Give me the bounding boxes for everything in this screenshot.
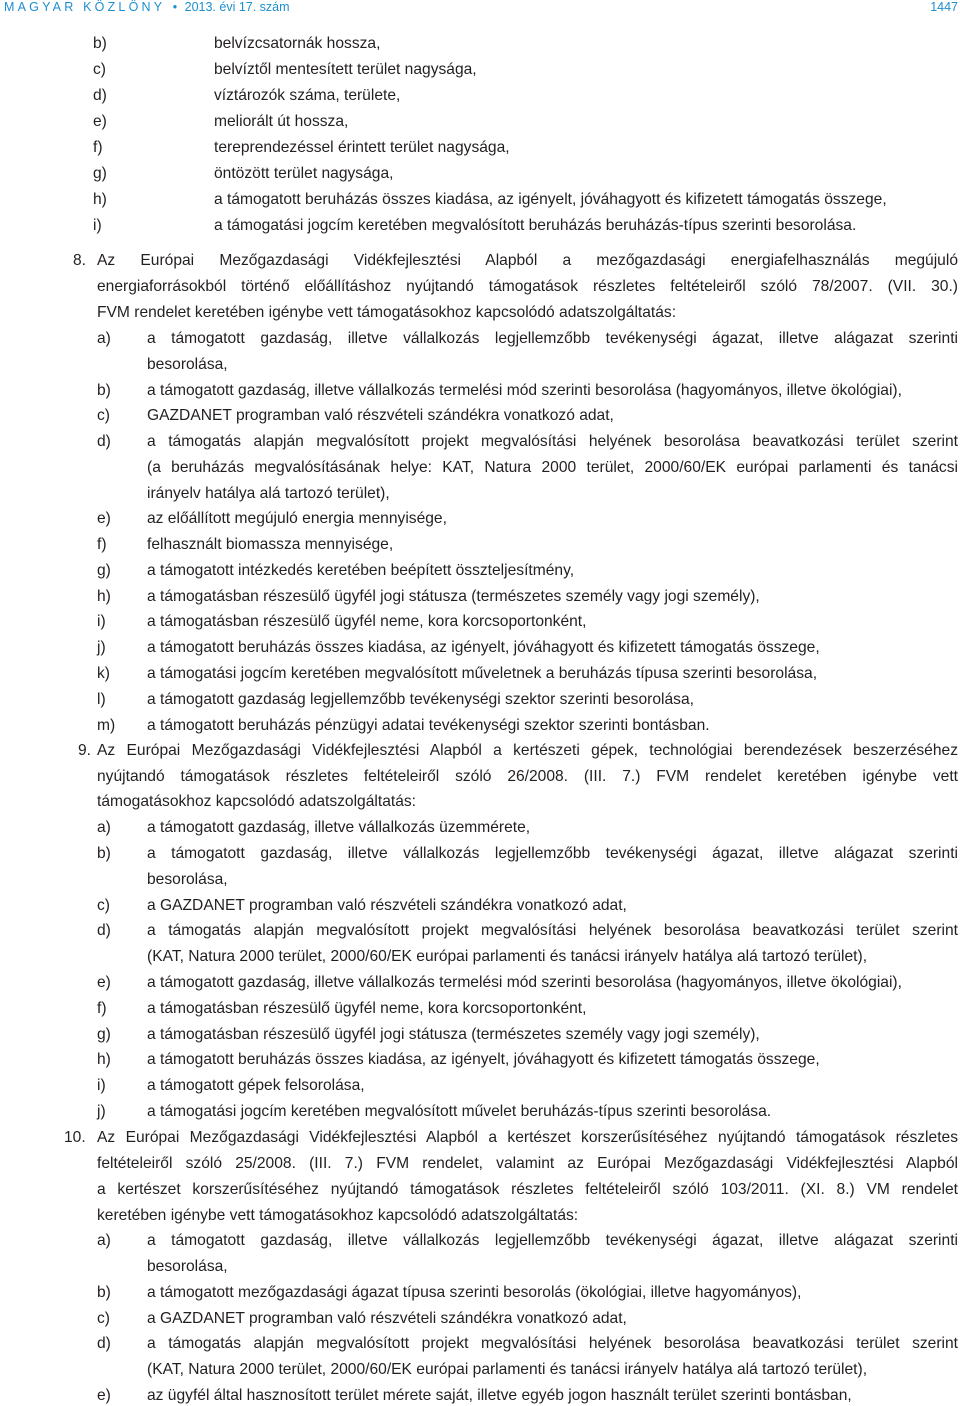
list-item-text: a támogatott mezőgazdasági ágazat típusa szerinti besorolás (ökológiai, illetve hagyományos),: [147, 1284, 802, 1301]
list-item-text: a támogatott gazdaság, illetve vállalkozás üzemmérete,: [147, 819, 531, 836]
section-intro-line: Az Európai Mezőgazdasági Vidékfejlesztési Alapból a kertészeti gépek, technológiai berendezések beszerzéséhez: [97, 742, 958, 759]
list-item-label: d): [93, 87, 107, 104]
list-item-text: a támogatott gazdaság legjellemzőbb tevékenységi szektor szerinti besorolása,: [147, 691, 694, 708]
list-item-text: felhasznált biomassza mennyisége,: [147, 536, 394, 553]
list-item-text: a támogatott gazdaság, illetve vállalkozás legjellemzőbb tevékenységi ágazat, illetve alágazat szerinti: [147, 1232, 958, 1249]
list-item-text: a támogatott gazdaság, illetve vállalkozás legjellemzőbb tevékenységi ágazat, illetve alágazat szerinti: [147, 330, 958, 347]
issue-label: 2013. évi 17. szám: [184, 0, 290, 14]
list-item-text: víztározók száma, területe,: [214, 87, 401, 104]
list-item-text: a támogatási jogcím keretében megvalósított műveletnek a beruházás típusa szerinti besorolása,: [147, 665, 818, 682]
list-item-label: f): [97, 1000, 107, 1017]
section-intro-line: energiaforrásokból történő előállításhoz nyújtandó támogatások részletes feltételeiről szóló 78/2007. (VII. 30.): [97, 278, 958, 295]
list-item-text: belvíztől mentesített terület nagysága,: [214, 61, 477, 78]
list-item-text: (KAT, Natura 2000 terület, 2000/60/EK európai parlamenti és tanácsi irányelv hatálya alá tartozó terület),: [147, 948, 868, 965]
list-item-label: a): [97, 330, 111, 347]
list-item-text: a támogatásban részesülő ügyfél jogi státusza (természetes személy vagy jogi személy),: [147, 1026, 760, 1043]
list-item-text: az ügyfél által hasznosított terület mérete saját, illetve egyéb jogon használt terület szerinti bontásban,: [147, 1387, 852, 1404]
list-item-text: a GAZDANET programban való részvételi szándékra vonatkozó adat,: [147, 1310, 627, 1327]
section-intro-line: keretében igénybe vett támogatásokhoz kapcsolódó adatszolgáltatás:: [97, 1207, 579, 1224]
list-item-text: a támogatásban részesülő ügyfél neme, kora korcsoportonként,: [147, 613, 587, 630]
list-item-text: a támogatott gazdaság, illetve vállalkozás termelési mód szerinti besorolása (hagyományos, illetve ökológiai),: [147, 974, 902, 991]
list-item-label: f): [93, 139, 103, 156]
list-item-text: irányelv hatálya alá tartozó terület),: [147, 485, 390, 502]
list-item-label: g): [97, 562, 111, 579]
list-item-text: az előállított megújuló energia mennyisége,: [147, 510, 447, 527]
list-item-label: h): [97, 588, 111, 605]
list-item-label: g): [97, 1026, 111, 1043]
list-item-text: a támogatás alapján megvalósított projekt megvalósítási helyének besorolása beavatkozási terület szerint: [147, 1335, 958, 1352]
list-item-text: a GAZDANET programban való részvételi szándékra vonatkozó adat,: [147, 897, 627, 914]
list-item-text: a támogatott gazdaság, illetve vállalkozás termelési mód szerinti besorolása (hagyományos, illetve ökológiai),: [147, 382, 902, 399]
section-number: 10.: [64, 1129, 86, 1146]
section-intro-line: a kertészet korszerűsítéséhez nyújtandó támogatások részletes feltételeiről szóló 103/2011. (XI. 8.) VM rendelet: [97, 1181, 958, 1198]
list-item-label: j): [97, 639, 106, 656]
header-bullet: •: [172, 0, 178, 14]
list-item-label: m): [97, 717, 116, 734]
list-item-label: c): [97, 1310, 110, 1327]
list-item-text: besorolása,: [147, 356, 228, 373]
list-item-text: a támogatott gazdaság, illetve vállalkozás legjellemzőbb tevékenységi ágazat, illetve alágazat szerinti: [147, 845, 958, 862]
list-item-label: h): [93, 191, 107, 208]
section-intro-line: FVM rendelet keretében igénybe vett támogatásokhoz kapcsolódó adatszolgáltatás:: [97, 304, 677, 321]
list-item-label: b): [97, 845, 111, 862]
list-item-label: d): [97, 922, 111, 939]
list-item-text: besorolása,: [147, 1258, 228, 1275]
list-item-label: h): [97, 1051, 111, 1068]
list-item-text: öntözött terület nagysága,: [214, 165, 394, 182]
list-item-label: f): [97, 536, 107, 553]
list-item-label: g): [93, 165, 107, 182]
list-item-text: a támogatott intézkedés keretében beépített összteljesítmény,: [147, 562, 575, 579]
list-item-text: a támogatás alapján megvalósított projekt megvalósítási helyének besorolása beavatkozási terület szerint: [147, 922, 958, 939]
list-item-label: e): [97, 974, 111, 991]
list-item-label: c): [97, 897, 110, 914]
list-item-label: i): [97, 613, 106, 630]
list-item-label: l): [97, 691, 106, 708]
list-item-text: a támogatási jogcím keretében megvalósított beruházás beruházás-típus szerinti besorolása.: [214, 217, 857, 234]
list-item-text: a támogatásban részesülő ügyfél neme, kora korcsoportonként,: [147, 1000, 587, 1017]
list-item-label: a): [97, 1232, 111, 1249]
list-item-text: (a beruházás megvalósításának helye: KAT, Natura 2000 terület, 2000/60/EK európai parlamenti és tanácsi: [147, 459, 958, 476]
list-item-label: i): [93, 217, 102, 234]
list-item-text: (KAT, Natura 2000 terület, 2000/60/EK európai parlamenti és tanácsi irányelv hatálya alá tartozó terület),: [147, 1361, 868, 1378]
list-item-text: belvízcsatornák hossza,: [214, 35, 381, 52]
list-item-text: a támogatás alapján megvalósított projekt megvalósítási helyének besorolása beavatkozási terület szerint: [147, 433, 958, 450]
journal-name: MAGYAR KÖZLÖNY: [4, 0, 166, 14]
list-item-text: a támogatott gépek felsorolása,: [147, 1077, 365, 1094]
list-item-text: a támogatott beruházás összes kiadása, az igényelt, jóváhagyott és kifizetett támogatás összege,: [214, 191, 887, 208]
list-item-text: a támogatásban részesülő ügyfél jogi státusza (természetes személy vagy jogi személy),: [147, 588, 760, 605]
list-item-label: c): [97, 407, 110, 424]
list-item-label: a): [97, 819, 111, 836]
list-item-label: k): [97, 665, 110, 682]
list-item-text: a támogatott beruházás összes kiadása, az igényelt, jóváhagyott és kifizetett támogatás összege,: [147, 1051, 820, 1068]
list-item-label: d): [97, 433, 111, 450]
section-intro-line: Az Európai Mezőgazdasági Vidékfejlesztési Alapból a mezőgazdasági energiafelhasználás megújuló: [97, 252, 958, 269]
section-number: 8.: [73, 252, 87, 269]
section-intro-line: nyújtandó támogatások részletes feltételeiről szóló 26/2008. (III. 7.) FVM rendelet keretében igénybe vett: [97, 768, 958, 785]
list-item-label: e): [97, 1387, 111, 1404]
list-item-label: c): [93, 61, 106, 78]
list-item-label: j): [97, 1103, 106, 1120]
list-item-label: d): [97, 1335, 111, 1352]
list-item-text: a támogatott beruházás pénzügyi adatai tevékenységi szektor szerinti bontásban.: [147, 717, 710, 734]
list-item-label: e): [93, 113, 107, 130]
list-item-text: a támogatott beruházás összes kiadása, az igényelt, jóváhagyott és kifizetett támogatás összege,: [147, 639, 820, 656]
list-item-text: meliorált út hossza,: [214, 113, 349, 130]
list-item-label: b): [97, 382, 111, 399]
section-intro-line: támogatásokhoz kapcsolódó adatszolgáltatás:: [97, 793, 417, 810]
list-item-label: b): [97, 1284, 111, 1301]
list-item-label: e): [97, 510, 111, 527]
list-item-text: tereprendezéssel érintett terület nagysága,: [214, 139, 510, 156]
section-intro-line: feltételeiről szóló 25/2008. (III. 7.) FVM rendelet, valamint az Európai Mezőgazdasági Vidékfejlesztési Alapból: [97, 1155, 958, 1172]
page-number: 1447: [930, 0, 958, 14]
list-item-label: i): [97, 1077, 106, 1094]
list-item-text: GAZDANET programban való részvételi szándékra vonatkozó adat,: [147, 407, 614, 424]
list-item-label: b): [93, 35, 107, 52]
section-number: 9.: [78, 742, 92, 759]
list-item-text: besorolása,: [147, 871, 228, 888]
list-item-text: a támogatási jogcím keretében megvalósított művelet beruházás-típus szerinti besorolása.: [147, 1103, 772, 1120]
section-intro-line: Az Európai Mezőgazdasági Vidékfejlesztési Alapból a kertészet korszerűsítéséhez nyújtandó támogatások részletes: [97, 1129, 958, 1146]
